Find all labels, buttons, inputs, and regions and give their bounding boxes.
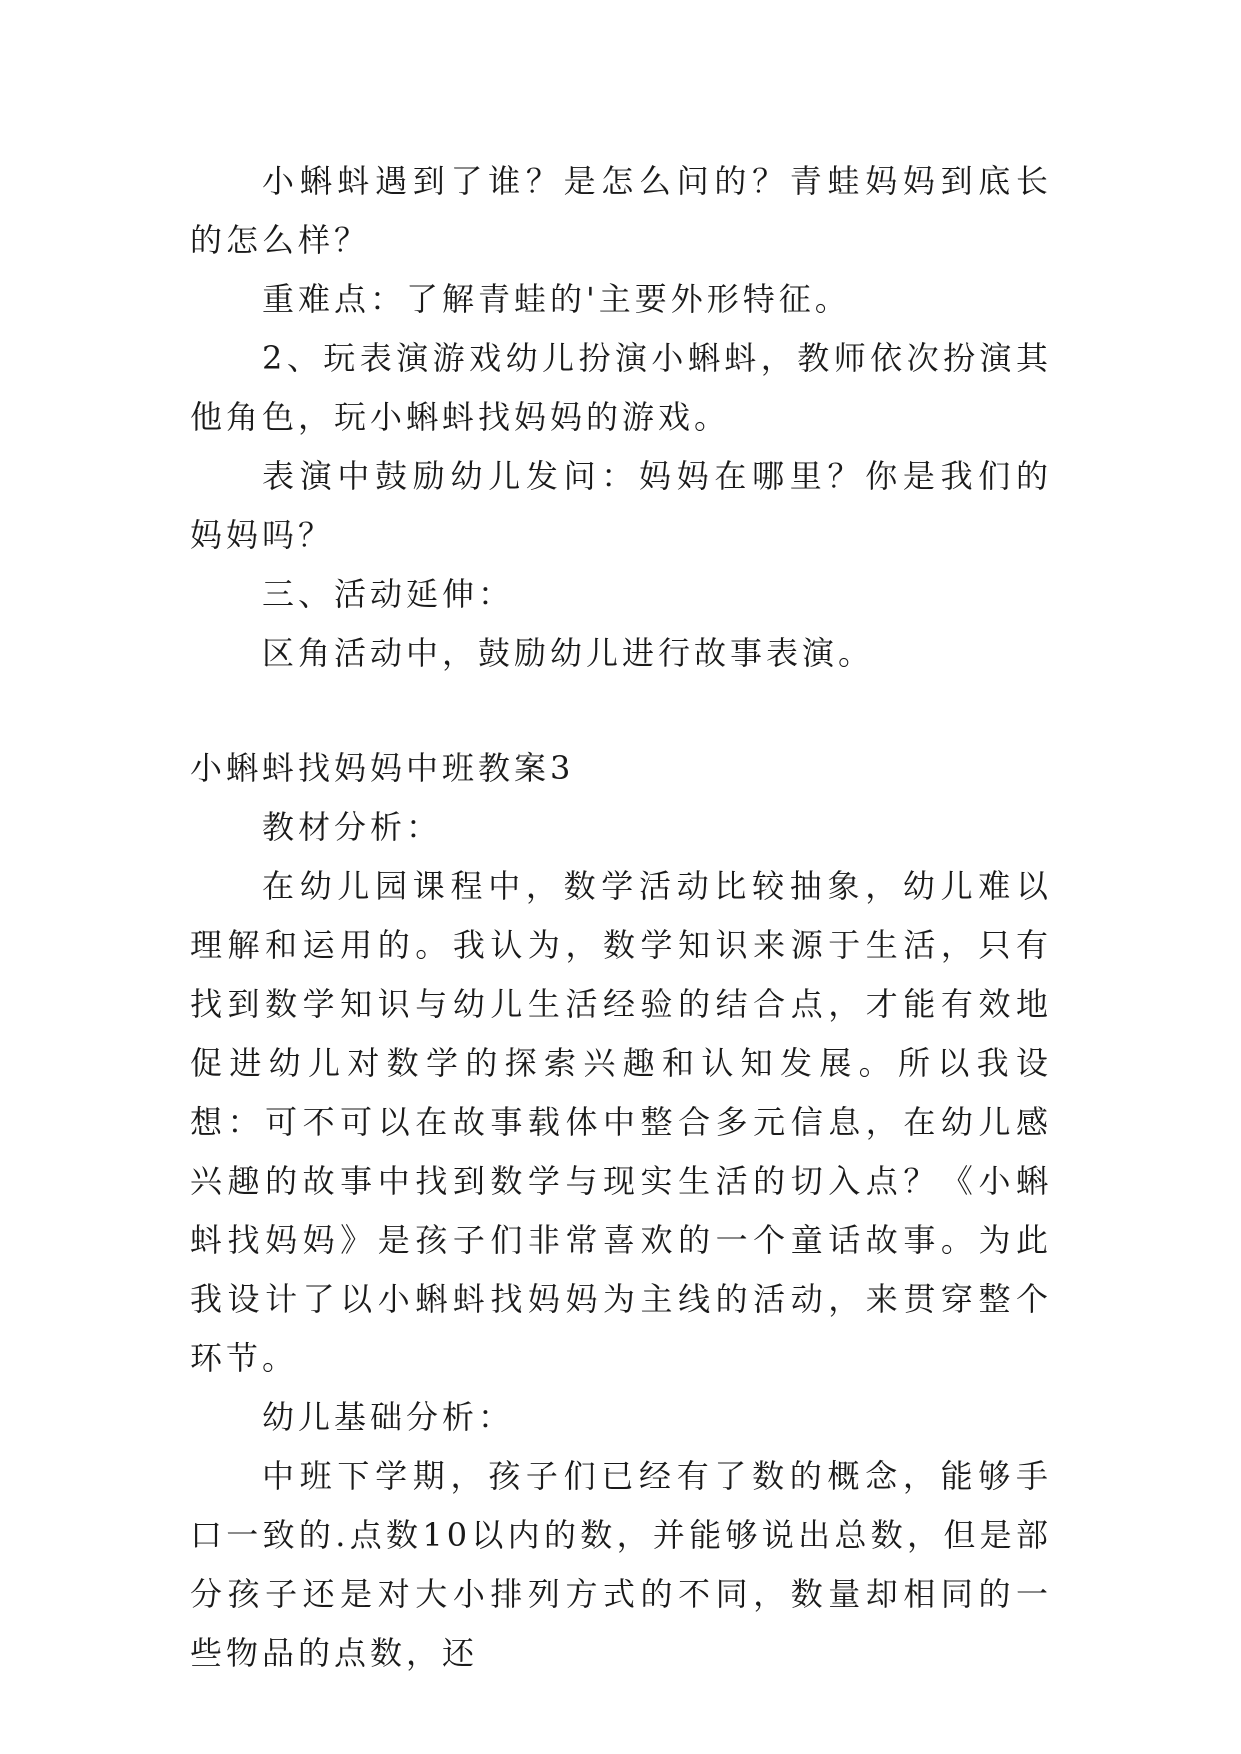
paragraph: 重难点：了解青蛙的'主要外形特征。 <box>262 280 851 318</box>
paragraph: 幼儿基础分析： <box>262 1398 515 1436</box>
paragraph: 小蝌蚪遇到了谁？是怎么问的？青蛙妈妈到底长的怎么样？ <box>190 162 1052 259</box>
section-title: 小蝌蚪找妈妈中班教案3 <box>190 749 575 787</box>
paragraph: 三、活动延伸： <box>262 575 515 613</box>
paragraph: 区角活动中，鼓励幼儿进行故事表演。 <box>262 634 875 672</box>
paragraph: 2、玩表演游戏幼儿扮演小蝌蚪，教师依次扮演其他角色，玩小蝌蚪找妈妈的游戏。 <box>190 339 1052 436</box>
paragraph: 在幼儿园课程中，数学活动比较抽象，幼儿难以理解和运用的。我认为，数学知识来源于生活，只有找到数学知识与幼儿生活经验的结合点，才能有效地促进幼儿对数学的探索兴趣和认知发展。所以我设想：可不可以在故事载体中整合多元信息，在幼儿感兴趣的故事中找到数学与现实生活的切入点？《小蝌蚪找妈妈》是孩子们非常喜欢的一个童话故事。为此我设计了以小蝌蚪找妈妈为主线的活动，来贯穿整个环节。 <box>190 867 1052 1377</box>
paragraph: 表演中鼓励幼儿发问：妈妈在哪里？你是我们的妈妈吗？ <box>190 457 1052 554</box>
document-body <box>190 152 1052 1683</box>
paragraph: 中班下学期，孩子们已经有了数的概念，能够手口一致的.点数10以内的数，并能够说出总数，但是部分孩子还是对大小排列方式的不同，数量却相同的一些物品的点数，还 <box>190 1457 1052 1672</box>
paragraph: 教材分析： <box>262 808 443 846</box>
